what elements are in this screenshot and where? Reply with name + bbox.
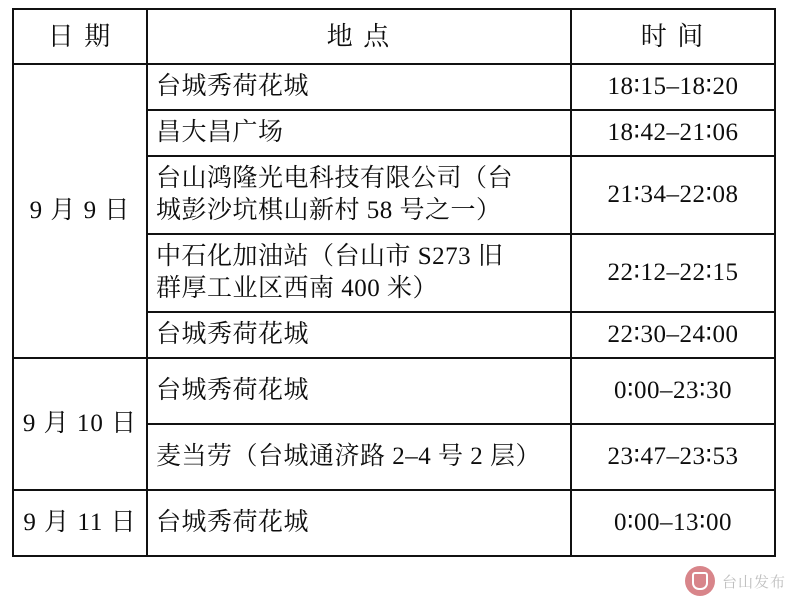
place-line: 台城秀荷花城 <box>156 73 310 101</box>
place-line: 城彭沙坑棋山新村 58 号之一） <box>156 197 502 225</box>
place-line: 昌大昌广场 <box>156 119 284 147</box>
publisher-logo-icon <box>685 566 715 596</box>
place-cell <box>147 358 571 424</box>
place-line: 麦当劳（台城通济路 2–4 号 2 层） <box>156 443 542 471</box>
place-line: 台山鸿隆光电科技有限公司（台 <box>156 165 514 193</box>
place-line: 台城秀荷花城 <box>156 321 310 349</box>
date-cell: 9 月 10 日 <box>13 358 147 490</box>
time-cell: 18∶42–21∶06 <box>571 110 775 156</box>
place-cell <box>147 110 571 156</box>
time-cell: 22∶12–22∶15 <box>571 234 775 312</box>
place-cell <box>147 312 571 358</box>
table-row <box>13 490 775 556</box>
place-cell <box>147 234 571 312</box>
column-header-place: 地 点 <box>147 9 571 64</box>
table-header-row <box>13 9 775 64</box>
place-cell <box>147 424 571 490</box>
time-cell: 18∶15–18∶20 <box>571 64 775 110</box>
column-header-time: 时 间 <box>571 9 775 64</box>
place-line: 群厚工业区西南 400 米） <box>156 275 439 303</box>
watermark-label: 台山发布 <box>721 573 786 591</box>
table-body <box>13 64 775 556</box>
column-header-date: 日 期 <box>13 9 147 64</box>
time-cell: 23∶47–23∶53 <box>571 424 775 490</box>
table-row <box>13 358 775 424</box>
place-line: 中石化加油站（台山市 S273 旧 <box>156 243 504 271</box>
date-cell: 9 月 11 日 <box>13 490 147 556</box>
time-cell: 0∶00–23∶30 <box>571 358 775 424</box>
place-cell <box>147 490 571 556</box>
place-line: 台城秀荷花城 <box>156 377 310 405</box>
place-cell <box>147 156 571 234</box>
time-cell: 22∶30–24∶00 <box>571 312 775 358</box>
trace-table-container <box>12 8 774 557</box>
time-cell: 0∶00–13∶00 <box>571 490 775 556</box>
watermark <box>685 566 786 596</box>
place-cell <box>147 64 571 110</box>
table-row <box>13 64 775 110</box>
travel-trace-table <box>12 8 776 557</box>
time-cell: 21∶34–22∶08 <box>571 156 775 234</box>
table-header <box>13 9 775 64</box>
place-line: 台城秀荷花城 <box>156 509 310 537</box>
date-cell: 9 月 9 日 <box>13 64 147 358</box>
